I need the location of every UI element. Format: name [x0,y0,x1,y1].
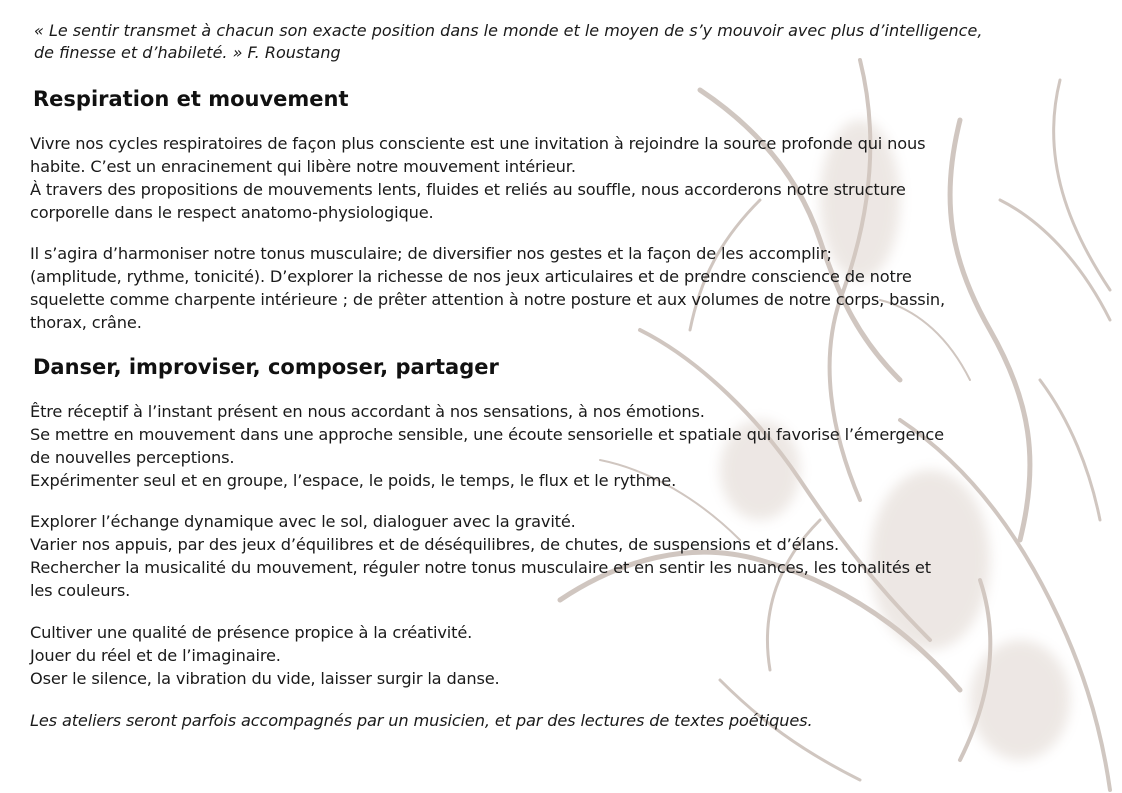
paragraph [30,400,1100,492]
text-line: squelette comme charpente intérieure ; de prêter attention à notre posture et aux volumes de notre corps, bassin, [30,290,946,309]
text-line: Se mettre en mouvement dans une approche sensible, une écoute sensorielle et spatiale qui favorise l’émergence [30,425,944,444]
text-line: Il s’agira d’harmoniser notre tonus musculaire; de diversifier nos gestes et la façon de les accomplir; [30,244,832,263]
closing-note [30,709,1100,732]
text-line: de nouvelles perceptions. [30,448,235,467]
text-line: habite. C’est un enracinement qui libère notre mouvement intérieur. [30,157,576,176]
text-line: corporelle dans le respect anatomo-physiologique. [30,203,434,222]
text-line: Varier nos appuis, par des jeux d’équilibres et de déséquilibres, de chutes, de suspensions et d’élans. [30,535,839,554]
text-line: Expérimenter seul et en groupe, l’espace, le poids, le temps, le flux et le rythme. [30,471,677,490]
text-line: Explorer l’échange dynamique avec le sol, dialoguer avec la gravité. [30,512,576,531]
text-line: Vivre nos cycles respiratoires de façon plus consciente est une invitation à rejoindre la source profonde qui nous [30,134,926,153]
paragraph [30,242,1100,334]
text-line: Les ateliers seront parfois accompagnés par un musicien, et par des lectures de textes poétiques. [30,711,813,730]
paragraph [30,621,1100,690]
paragraph [30,132,1100,224]
text-line: À travers des propositions de mouvements lents, fluides et reliés au souffle, nous accorderons notre structure [30,180,906,199]
paragraph [30,510,1100,602]
text-line: thorax, crâne. [30,313,142,332]
text-line: Rechercher la musicalité du mouvement, réguler notre tonus musculaire et en sentir les nuances, les tonalités et [30,558,931,577]
text-line: Être réceptif à l’instant présent en nous accordant à nos sensations, à nos émotions. [30,402,705,421]
text-line: les couleurs. [30,581,131,600]
quote-line: de finesse et d’habileté. » F. Roustang [34,43,341,62]
section-title-danser: Danser, improviser, composer, partager [33,355,499,379]
epigraph-quote [34,20,1114,64]
section-title-respiration: Respiration et mouvement [33,87,349,111]
text-line: Cultiver une qualité de présence propice à la créativité. [30,623,473,642]
quote-line: « Le sentir transmet à chacun son exacte position dans le monde et le moyen de s’y mouvoir avec plus d’intelligence, [34,21,983,40]
text-line: (amplitude, rythme, tonicité). D’explorer la richesse de nos jeux articulaires et de prendre conscience de notre [30,267,912,286]
text-line: Oser le silence, la vibration du vide, laisser surgir la danse. [30,669,500,688]
text-line: Jouer du réel et de l’imaginaire. [30,646,281,665]
